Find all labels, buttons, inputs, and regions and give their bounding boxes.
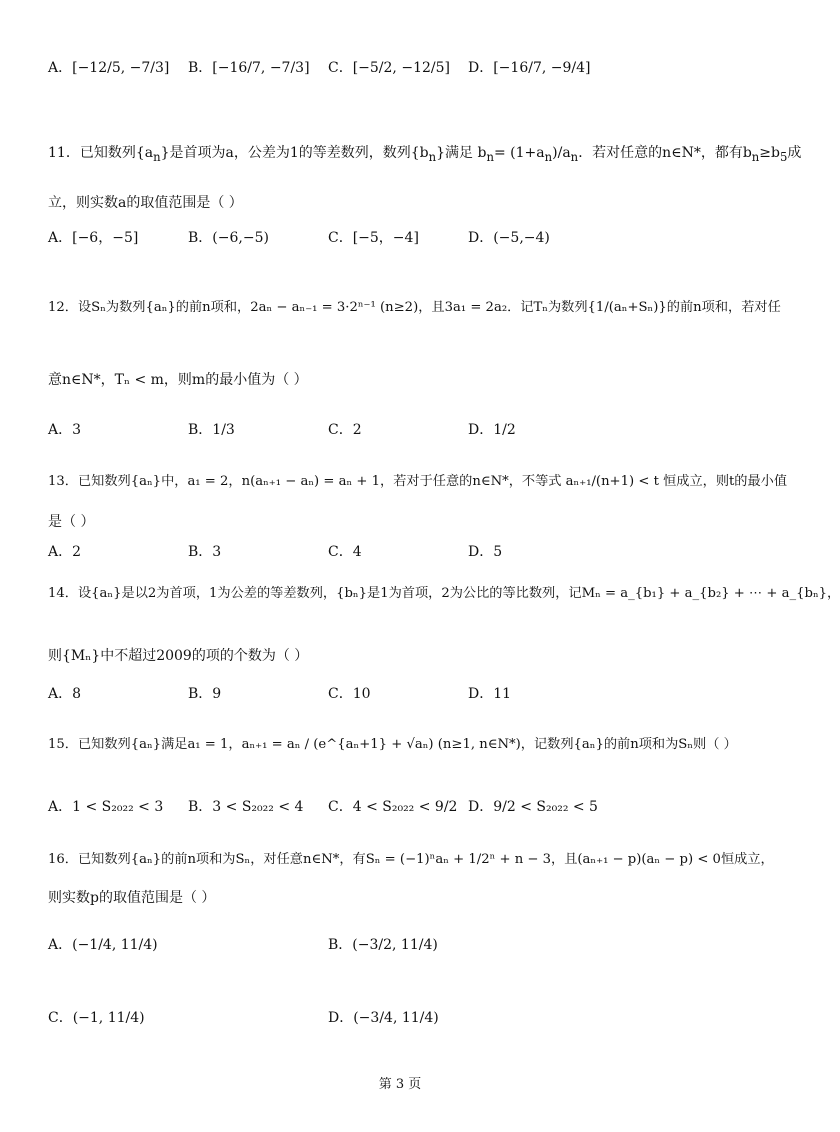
- q13-stem-line2: 是（ ）: [48, 514, 95, 530]
- q12-stem-line1: 12．设Sₙ为数列{aₙ}的前n项和，2aₙ − aₙ₋₁ = 3·2ⁿ⁻¹ (n≥2)，且3a₁ = 2a₂．记Tₙ为数列{1/(aₙ+Sₙ)}的前n项和，若对任: [48, 300, 781, 315]
- q12-option-c: C．2: [328, 422, 362, 438]
- q11-part-a: 11．已知数列{a: [48, 145, 154, 161]
- q11-sub-n6: n: [751, 149, 760, 164]
- q11-part-h: ≥b: [759, 145, 780, 161]
- q12-stem-line2: 意n∈N*，Tₙ < m，则m的最小值为（ ）: [48, 372, 308, 388]
- q15-option-d: D．9/2 < S₂₀₂₂ < 5: [468, 799, 598, 815]
- q15-option-b: B．3 < S₂₀₂₂ < 4: [188, 799, 304, 815]
- q10-option-a: A．[−12/5, −7/3]: [48, 60, 170, 76]
- q13-stem-line1: 13．已知数列{aₙ}中，a₁ = 2，n(aₙ₊₁ − aₙ) = aₙ + 1，若对于任意的n∈N*，不等式 aₙ₊₁/(n+1) < t 恒成立，则t的最小值: [48, 474, 788, 489]
- q16-stem-line1: 16．已知数列{aₙ}的前n项和为Sₙ，对任意n∈N*，有Sₙ = (−1)ⁿaₙ + 1/2ⁿ + n − 3，且(aₙ₊₁ − p)(aₙ − p) < 0恒成立，: [48, 852, 774, 867]
- q15-option-a: A．1 < S₂₀₂₂ < 3: [48, 799, 164, 815]
- q16-option-c: C．(−1, 11/4): [48, 1010, 145, 1026]
- q13-option-d: D．5: [468, 544, 503, 560]
- q15-stem-line1: 15．已知数列{aₙ}满足a₁ = 1，aₙ₊₁ = aₙ / (e^{aₙ+1} + √aₙ) (n≥1, n∈N*)，记数列{aₙ}的前n项和为Sₙ则（ ）: [48, 737, 737, 752]
- q13-option-b: B．3: [188, 544, 222, 560]
- q11-sub-n1: n: [153, 149, 161, 164]
- q16-option-d: D．(−3/4, 11/4): [328, 1010, 439, 1026]
- q14-option-d: D．11: [468, 686, 512, 702]
- q12-option-d: D．1/2: [468, 422, 516, 438]
- q11-part-e: = (1+a: [493, 145, 545, 161]
- q16-stem-line2: 则实数p的取值范围是（ ）: [48, 890, 216, 906]
- q11-option-d: D．(−5,−4): [468, 230, 550, 246]
- q11-stem-line2: 立，则实数a的取值范围是（ ）: [48, 195, 243, 211]
- q10-option-c: C．[−5/2, −12/5]: [328, 60, 450, 76]
- q14-option-b: B．9: [188, 686, 222, 702]
- q10-option-d: D．[−16/7, −9/4]: [468, 60, 591, 76]
- q14-stem-line2: 则{Mₙ}中不超过2009的项的个数为（ ）: [48, 648, 309, 664]
- q11-sub-n3: n: [486, 149, 494, 164]
- q11-part-f: )/a: [552, 145, 571, 161]
- q11-sub-5: 5: [780, 149, 788, 164]
- q11-sub-n2: n: [428, 149, 437, 164]
- q11-part-c: }是首项为a，公差为1的等差数列，数列{b: [160, 145, 429, 161]
- q10-option-b: B．[−16/7, −7/3]: [188, 60, 310, 76]
- q11-option-a: A．[−6，−5]: [48, 230, 139, 246]
- q11-part-g: ．若对任意的n∈N*，都有b: [578, 145, 752, 161]
- q11-part-j: 成: [787, 145, 802, 161]
- page-number: 第 3 页: [378, 1077, 422, 1092]
- q16-option-a: A．(−1/4, 11/4): [48, 937, 158, 953]
- q11-option-c: C．[−5，−4]: [328, 230, 419, 246]
- q14-stem-line1: 14．设{aₙ}是以2为首项，1为公差的等差数列，{bₙ}是1为首项，2为公比的等比数列，记Mₙ = a_{b₁} + a_{b₂} + ⋯ + a_{bₙ}，: [48, 586, 840, 601]
- q12-option-b: B．1/3: [188, 422, 235, 438]
- q11-sub-n5: n: [570, 149, 579, 164]
- q11-part-d: }满足 b: [436, 145, 487, 161]
- q13-option-a: A．2: [48, 544, 82, 560]
- q11-sub-n4: n: [544, 149, 553, 164]
- q14-option-a: A．8: [48, 686, 82, 702]
- q13-option-c: C．4: [328, 544, 362, 560]
- q11-stem-line1: [48, 143, 801, 167]
- q11-option-b: B．(−6,−5): [188, 230, 269, 246]
- q14-option-c: C．10: [328, 686, 371, 702]
- q16-option-b: B．(−3/2, 11/4): [328, 937, 438, 953]
- q15-option-c: C．4 < S₂₀₂₂ < 9/2: [328, 799, 458, 815]
- q12-option-a: A．3: [48, 422, 82, 438]
